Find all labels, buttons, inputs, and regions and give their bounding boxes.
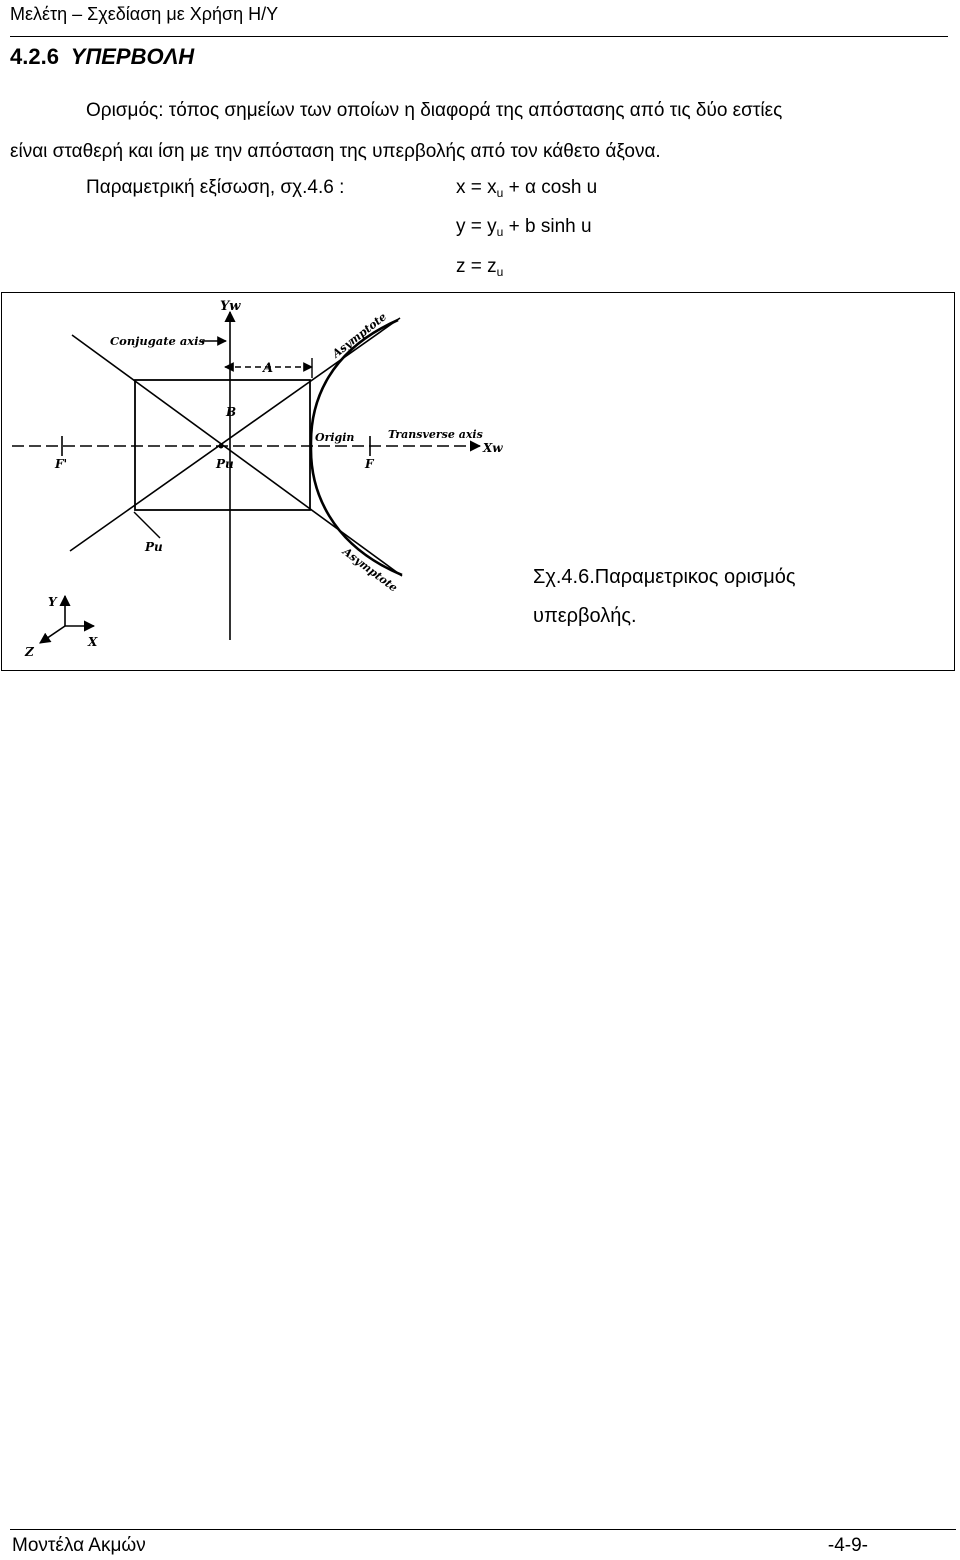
label-b: B: [226, 405, 237, 419]
pu-pointer: [134, 512, 160, 538]
label-triad-z: Z: [25, 645, 34, 659]
section-number: 4.2.6: [10, 44, 59, 69]
label-conjugate-axis: Conjugate axis: [110, 334, 205, 348]
running-header: Μελέτη – Σχεδίαση με Χρήση Η/Υ: [10, 4, 279, 24]
footer-title: Μοντέλα Ακμών: [12, 1535, 146, 1556]
figure-caption-line-2: υπερβολής.: [533, 605, 637, 627]
label-focus-right: F: [365, 457, 374, 471]
figure-caption-line-1: Σχ.4.6.Παραμετρικος ορισμός: [533, 566, 796, 588]
label-focus-left: F': [55, 457, 68, 471]
equation-x-sub: u: [496, 186, 504, 200]
triad-z-axis: [40, 626, 65, 643]
label-xw: Xw: [483, 441, 503, 455]
label-asymptote-lower: Asymptote: [340, 545, 400, 595]
label-pu-lower: Pu: [145, 540, 163, 554]
section-title: ΥΠΕΡΒΟΛΗ: [70, 44, 195, 69]
definition-line-1: Ορισμός: τόπος σημείων των οποίων η διαφορά της απόστασης από τις δύο εστίες: [86, 100, 783, 121]
equation-y-sub: u: [496, 225, 504, 239]
parametric-label: Παραμετρική εξίσωση, σχ.4.6 :: [86, 177, 345, 198]
label-a: A: [263, 361, 274, 376]
equation-x-lhs: x = x: [456, 177, 497, 198]
equation-x-rhs: + α cosh u: [503, 177, 598, 198]
equation-z-sub: u: [496, 265, 504, 279]
equation-y-rhs: + b sinh u: [503, 216, 592, 237]
page-number: -4-9-: [827, 1535, 868, 1556]
footer-divider: [10, 1529, 956, 1530]
label-origin: Origin: [315, 431, 355, 444]
label-triad-y: Y: [48, 595, 57, 609]
label-yw: Yw: [220, 299, 241, 314]
hyperbola-diagram: [0, 0, 960, 680]
definition-line-2: είναι σταθερή και ίση με την απόσταση της υπερβολής από τον κάθετο άξονα.: [10, 141, 661, 162]
equation-z-lhs: z = z: [456, 256, 497, 277]
asymptote-line-lower: [72, 335, 402, 576]
label-transverse-axis: Transverse axis: [388, 428, 483, 441]
center-point: [219, 444, 224, 449]
label-pu-center: Pu: [216, 457, 234, 471]
hyperbola-branch: [311, 320, 402, 575]
label-asymptote-upper: Asymptote: [329, 310, 390, 361]
label-triad-x: X: [88, 635, 98, 649]
equation-y-lhs: y = y: [456, 216, 497, 237]
